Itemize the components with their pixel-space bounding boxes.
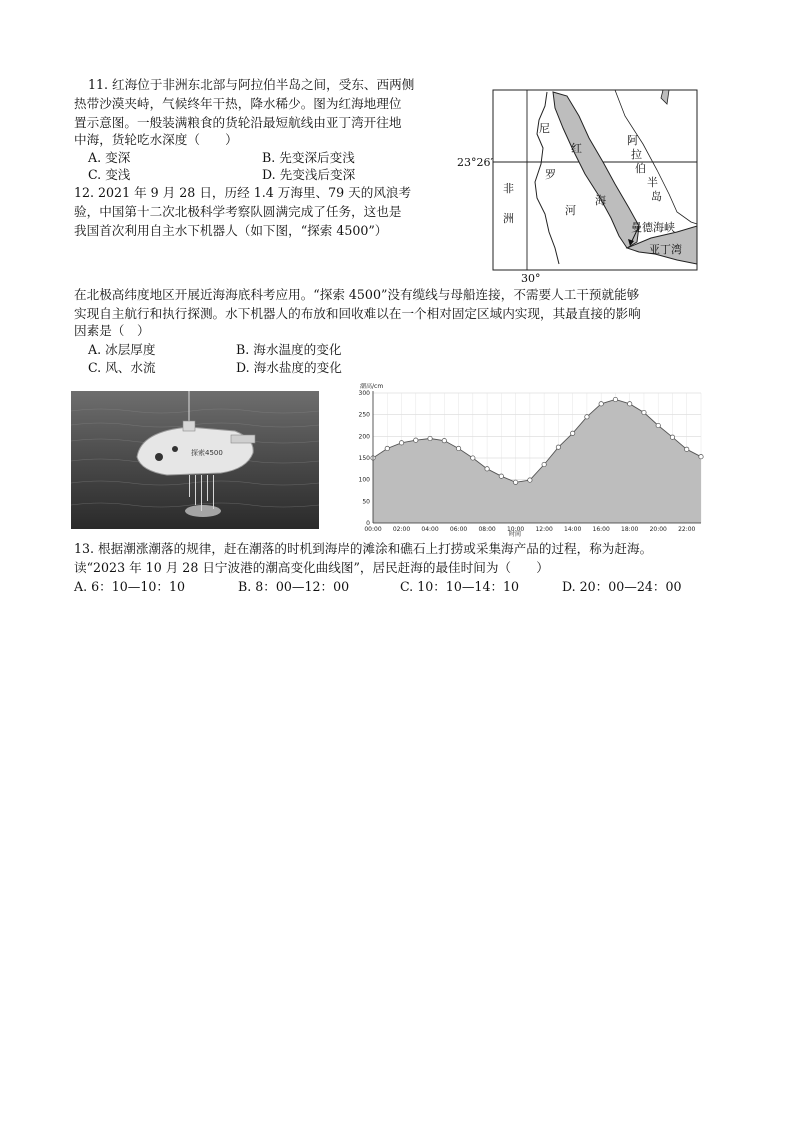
robot-mast <box>183 421 195 431</box>
q13-option-a[interactable]: A. 6：10—10：10 <box>74 579 185 594</box>
q11-option-b[interactable]: B. 先变深后变浅 <box>262 150 355 165</box>
label-arabia-3: 伯 <box>635 162 646 175</box>
y-tick-label: 150 <box>358 455 370 462</box>
tide-point <box>556 445 560 449</box>
y-tick-label: 300 <box>358 390 370 397</box>
label-arabia-2: 拉 <box>631 148 642 161</box>
tide-point <box>513 480 517 484</box>
tide-area <box>373 400 701 524</box>
tide-point <box>456 446 460 450</box>
label-nile-1: 尼 <box>539 122 550 135</box>
q11-line-3: 置示意图。一般装满粮食的货轮沿最短航线由亚丁湾开往地 <box>74 115 402 130</box>
tide-point <box>499 474 503 478</box>
q12-option-c[interactable]: C. 风、水流 <box>88 360 156 375</box>
q11-line-2: 热带沙漠夹峙，气候终年干热，降水稀少。图为红海地理位 <box>74 96 402 111</box>
tide-point <box>585 415 589 419</box>
tide-point <box>656 423 660 427</box>
label-nile-2: 罗 <box>545 168 556 181</box>
y-tick-label: 100 <box>358 476 370 484</box>
q11-option-a[interactable]: A. 变深 <box>88 150 131 165</box>
tide-chart-svg <box>340 383 715 538</box>
y-tick-label: 250 <box>358 411 370 419</box>
tide-point <box>699 455 703 459</box>
q13-option-d[interactable]: D. 20：00—24：00 <box>562 579 682 594</box>
q11-line-1: 11. 红海位于非洲东北部与阿拉伯半岛之间，受东、西两侧 <box>88 77 415 92</box>
robot-photo-svg <box>71 391 319 529</box>
tide-point <box>428 436 432 440</box>
q11-option-d[interactable]: D. 先变浅后变深 <box>262 167 356 182</box>
tide-point <box>442 438 446 442</box>
q12-option-d[interactable]: D. 海水盐度的变化 <box>236 360 342 375</box>
label-red-sea-2: 海 <box>595 194 606 207</box>
label-africa-2: 洲 <box>503 212 514 225</box>
y-axis-title: 潮高/cm <box>360 383 384 390</box>
q12-line-4: 在北极高纬度地区开展近海海底科考应用。“探索 4500”没有缆线与母船连接，不需要人工干预就能够 <box>74 287 640 302</box>
tide-point <box>399 441 403 445</box>
tide-point <box>599 402 603 406</box>
x-tick-label: 08:00 <box>478 526 496 533</box>
tide-point <box>570 431 574 435</box>
x-tick-label: 22:00 <box>678 526 696 533</box>
x-tick-label: 14:00 <box>564 526 582 533</box>
x-axis-title: 时间 <box>509 531 522 538</box>
tide-point <box>528 478 532 482</box>
tide-point <box>542 462 546 466</box>
tide-point <box>471 456 475 460</box>
q12-option-a[interactable]: A. 冰层厚度 <box>88 342 156 357</box>
tide-point <box>385 446 389 450</box>
q13-option-c[interactable]: C. 10：10—14：10 <box>400 579 520 594</box>
label-africa-1: 非 <box>503 182 514 195</box>
robot-sensor <box>155 453 163 461</box>
label-nile-3: 河 <box>565 204 576 217</box>
label-arabia-1: 阿 <box>627 134 638 147</box>
q12-line-6: 因素是（ ） <box>74 323 150 338</box>
q12-line-1: 12. 2021 年 9 月 28 日，历经 1.4 万海里、79 天的风浪考 <box>74 185 412 200</box>
tide-chart <box>340 383 715 538</box>
x-tick-label: 12:00 <box>535 526 553 533</box>
label-arabia-5: 岛 <box>651 190 662 203</box>
q12-option-b[interactable]: B. 海水温度的变化 <box>236 342 342 357</box>
q13-option-b[interactable]: B. 8：00—12：00 <box>238 579 350 594</box>
y-tick-label: 50 <box>362 498 370 506</box>
longitude-label: 30° <box>521 272 541 285</box>
label-aden: 亚丁湾 <box>649 243 682 256</box>
tide-point <box>670 435 674 439</box>
x-tick-label: 06:00 <box>449 526 468 533</box>
x-tick-label: 04:00 <box>421 526 439 533</box>
q12-line-5: 实现自主航行和执行探测。水下机器人的布放和回收难以在一个相对固定区域内实现，其最直接的影响 <box>74 306 641 321</box>
robot-sensor-2 <box>172 446 178 452</box>
robot-hull-label: 探索4500 <box>191 449 223 457</box>
tide-point <box>627 402 631 406</box>
y-tick-label: 0 <box>366 520 370 527</box>
x-tick-label: 10:00 <box>506 526 525 533</box>
q11-line-4: 中海，货轮吃水深度（ ） <box>74 132 238 147</box>
tide-point <box>685 447 689 451</box>
q11-option-c[interactable]: C. 变浅 <box>88 167 131 182</box>
q13-line-1: 13. 根据潮涨潮落的规律，赶在潮落的时机到海岸的滩涂和礁石上打捞或采集海产品的过程，称为赶海。 <box>74 541 653 556</box>
x-tick-label: 18:00 <box>621 526 639 533</box>
q12-line-2: 验，中国第十二次北极科学考察队圆满完成了任务，这也是 <box>74 204 402 219</box>
x-tick-label: 02:00 <box>392 526 411 533</box>
label-red-sea-1: 红 <box>571 142 582 155</box>
tide-point <box>414 438 418 442</box>
x-tick-label: 00:00 <box>364 526 382 533</box>
label-mandeb: 曼德海峡 <box>631 221 675 234</box>
red-sea-map <box>455 86 705 286</box>
x-tick-label: 16:00 <box>592 526 610 533</box>
red-sea-map-svg <box>455 86 705 286</box>
q13-line-2: 读“2023 年 10 月 28 日宁波港的潮高变化曲线图”，居民赶海的最佳时间为（ ） <box>74 560 549 575</box>
tide-point <box>613 397 617 401</box>
robot-photo <box>71 391 319 529</box>
x-tick-label: 20:00 <box>649 526 667 533</box>
q12-line-3: 我国首次利用自主水下机器人（如下图，“探索 4500”） <box>74 223 388 238</box>
y-tick-label: 200 <box>358 433 370 441</box>
label-arabia-4: 半 <box>647 176 658 189</box>
robot-thruster <box>231 435 255 443</box>
latitude-label: 23°26′ <box>457 156 493 169</box>
tide-point <box>642 410 646 414</box>
tide-point <box>485 467 489 471</box>
